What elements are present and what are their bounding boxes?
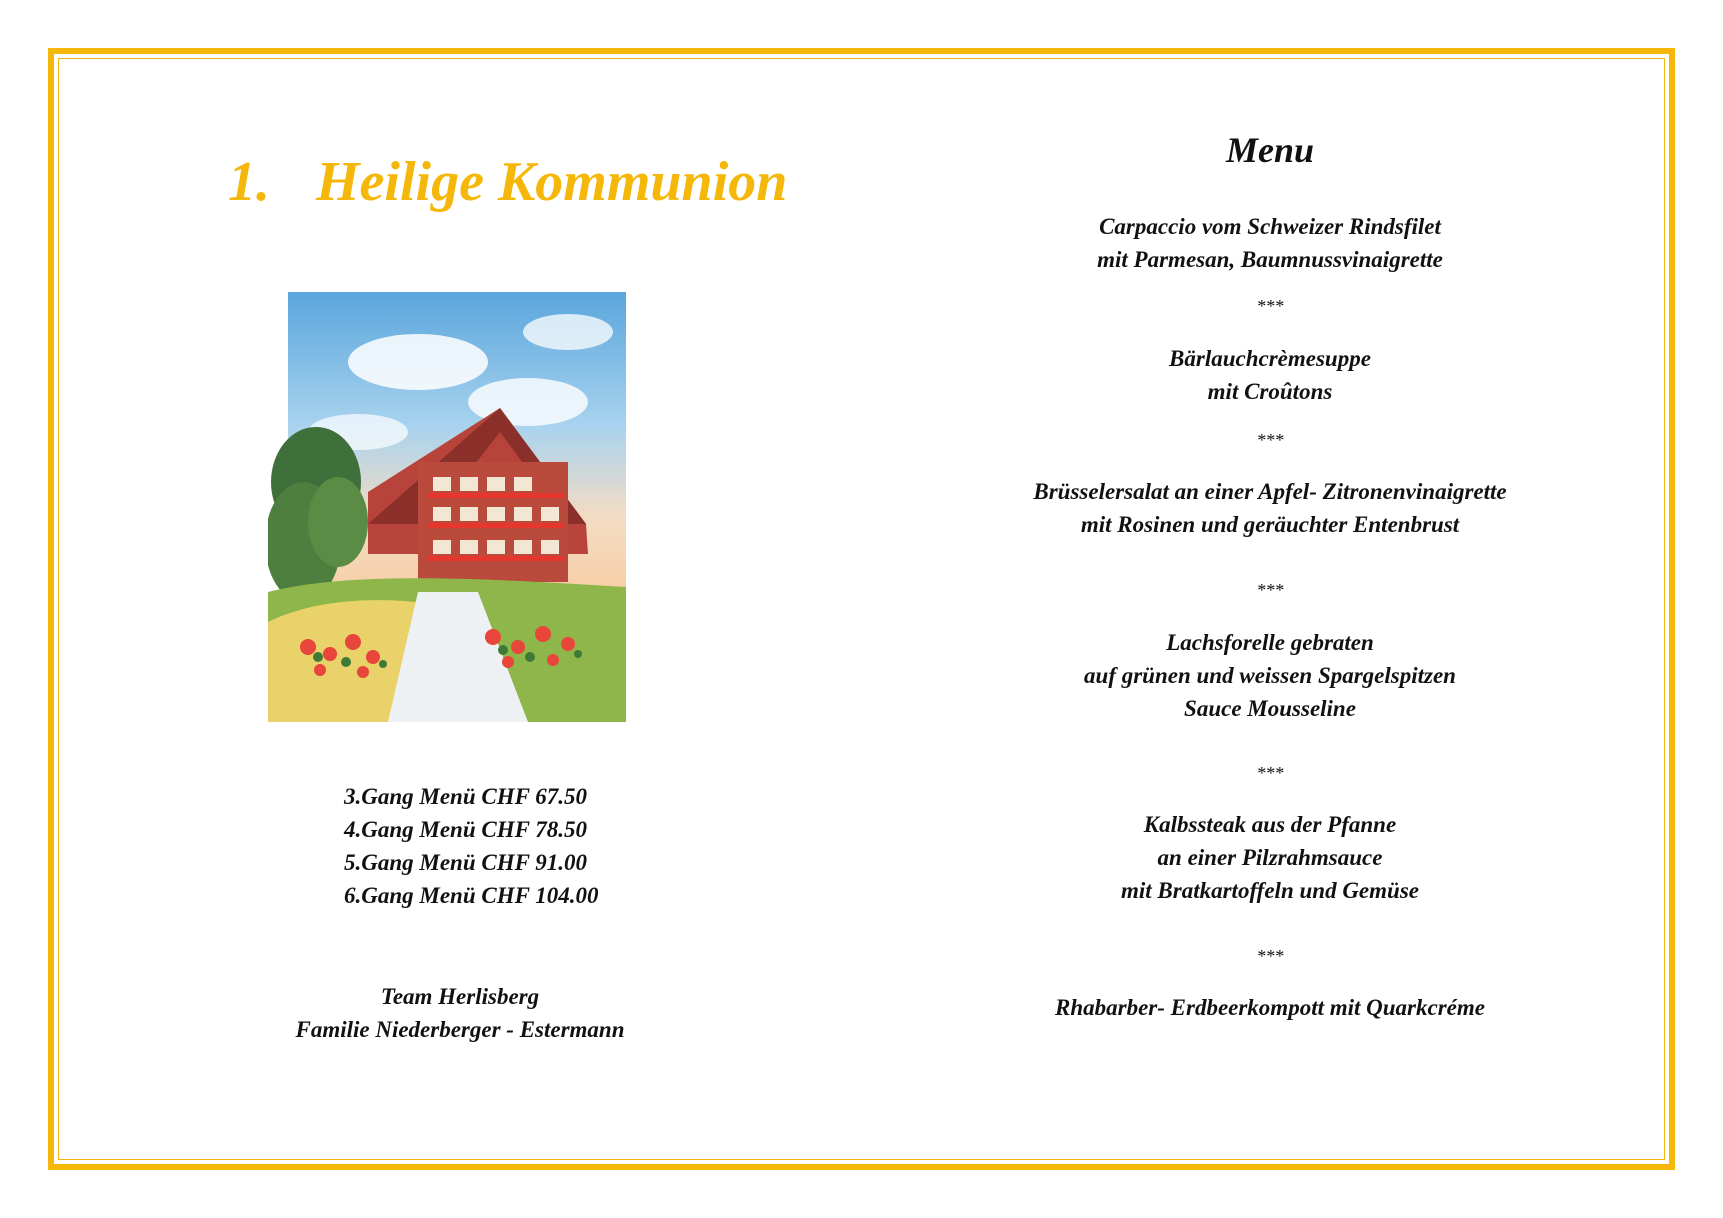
price-item: 3.Gang Menü CHF 67.50	[344, 784, 588, 809]
signature	[240, 980, 680, 1046]
course-separator: ***	[1256, 946, 1284, 966]
course-line: mit Rosinen und geräuchter Entenbrust	[1080, 512, 1460, 537]
price-item: 6.Gang Menü CHF 104.00	[344, 883, 599, 908]
menu-course	[930, 342, 1610, 408]
menu-course	[930, 991, 1610, 1024]
course-line: Kalbssteak aus der Pfanne	[1143, 812, 1397, 837]
price-item: 5.Gang Menü CHF 91.00	[344, 850, 588, 875]
course-line: Brüsselersalat an einer Apfel- Zitronenvinaigrette	[1033, 479, 1507, 504]
menu-title: Menu	[1225, 130, 1315, 170]
course-separator: ***	[1256, 296, 1284, 316]
signature-line: Familie Niederberger - Estermann	[295, 1017, 625, 1042]
menu-course	[930, 808, 1610, 907]
course-line: Bärlauchcrèmesuppe	[1169, 346, 1371, 371]
course-line: mit Parmesan, Baumnussvinaigrette	[1097, 247, 1443, 272]
menu-course	[930, 626, 1610, 725]
course-line: mit Bratkartoffeln und Gemüse	[1121, 878, 1419, 903]
title-text: Heilige Kommunion	[316, 151, 788, 213]
page-title	[228, 150, 787, 214]
course-separator: ***	[1256, 580, 1284, 600]
course-separator: ***	[1256, 430, 1284, 450]
menu-course	[930, 475, 1610, 541]
price-list	[344, 780, 599, 912]
course-line: mit Croûtons	[1207, 379, 1333, 404]
course-line: an einer Pilzrahmsauce	[1157, 845, 1383, 870]
farmhouse-watercolor-image	[268, 292, 626, 722]
price-item: 4.Gang Menü CHF 78.50	[344, 817, 588, 842]
signature-line: Team Herlisberg	[380, 984, 540, 1009]
course-separator: ***	[1256, 763, 1284, 783]
title-number: 1.	[228, 151, 270, 213]
course-line: Sauce Mousseline	[1184, 696, 1356, 721]
course-line: Carpaccio vom Schweizer Rindsfilet	[1099, 214, 1441, 239]
menu-course	[930, 210, 1610, 276]
course-line: auf grünen und weissen Spargelspitzen	[1084, 663, 1456, 688]
course-line: Rhabarber- Erdbeerkompott mit Quarkcréme	[1055, 995, 1485, 1020]
course-line: Lachsforelle gebraten	[1166, 630, 1374, 655]
